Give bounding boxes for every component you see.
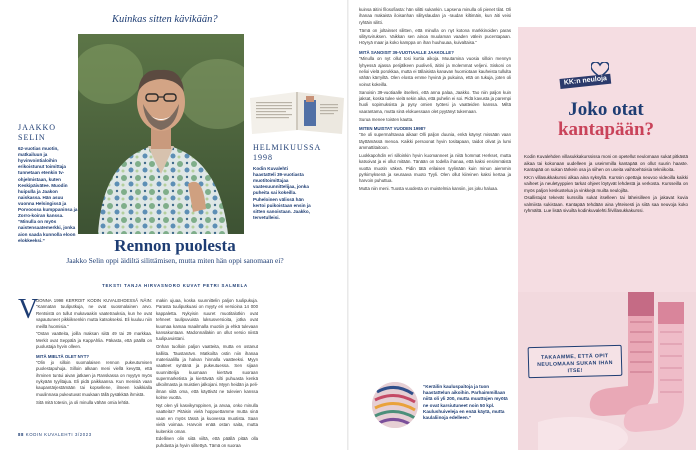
paragraph [36,400,152,406]
panel-tag: KK:n neuloja [559,74,611,89]
right-caption-name: HELMIKUUSSA 1998 [253,143,321,162]
paragraph-text: Tämä on joltainset silitten, että minulla on nyt kotona markkinoiden paras silitysviruksen. Vaikkan sen ainoa muulaman vaaden välein pucentapaan. Höyryä maar ja koko kamppa on ihan huuhuuaa, kuivaltaisa.” [359,27,511,46]
guarantee-stamp: TAKAAMME, ETTÄ OPIT NEULOMAAN SUKAN IHAN ITSE! [528,345,623,378]
right-caption-text: Kodin Kuvalehti haastatteli 39-vuotiasta muotitoimittajaa vaatesuunnittelijaa, jonka puheita sai kokeilla. Puheloinen välissä hän kertoi puikoistaan ensin ja sitten sanoistaan. Jaakko, tervetulleisi. [253,166,311,220]
paragraph [36,331,152,350]
paragraph [36,298,152,330]
portrait-photo [78,34,244,234]
paragraph-text: makin ujuaa, koska suunnittelin paljon tuulipukuja. Parasta tuuliputkuasi on myyty eri versioina 14 000 kappaletta. Nykyisin suuret muotitalotkin ovat tehneet tuulipuvuista luksusversioita, jotka ovat kuumaa kamaa maailmalla muotiin ja ehkä tulevaan kansakuntaan. Madonnallakin on ollut versio niistä tuulipuvuistani. [156,298,258,342]
issue: 3/2023 [74,432,92,437]
paragraph [156,298,258,343]
paragraph-text: UONNA 1998 KERROIT KODIN KUVALEHDESSÄ NÄIN: “Kannatan tuuliputkuja, ne ovat suosmalainen arvo. Rentsistä on tullut mukavaakin vaatetrauksia, kun he ovat vapautuneet pikkiiksenkin mutta katsokseksi. Eli kuuluu niin meillä huomisia.” [36,298,152,329]
paragraph-text: Luokkapohdin eri silloinkin hyvin kuomanneet ja niitä hommat Herkset, mutta katsoivat ja ei ollut mitään. Tänään on todella ihanaa, että kaksi ensimmäistä vuotta muotin väkeä. Pidin tätä erilaisen tyylinään kuin minun aiemmin pyrkimyksenä ja seuraava muoto Tyyli. Olen ollut kiireinen kaksi kertaa ja harvoin puhuttua. [359,152,511,184]
paragraph [359,90,511,116]
left-caption-name: JAAKKO SELIN [18,123,56,142]
question: MITEN MUISTAT VUODEN 1998? [359,125,426,131]
paragraph-text: kuinsa äitini filosofiasta: hän silitti sukankin. Lapsena minulla oli pienet tilat. Oli ihanaa makaista iloisanhan silityslaudan ja -raudan kiltimäin, kun äiti veisi ryhtäin silitti. [359,7,511,25]
body-column-right-1 [359,7,511,194]
paragraph [359,126,511,152]
article-headline: Rennon puolesta [114,236,236,255]
scarf-photo [372,382,418,428]
paragraph [359,7,511,26]
paragraph-text: Onhan tuolloin paljon vaatteita, mutta en ostanut kalliita. Taustanävn. Matkoilta ostin niin ihanaa materiaalilla ja halvan hinnalla vaatteeksi. Myyn vaatteet syntänä ja pukeutuessa. Sen sijaan suunnittelija kuumaan kiertävä suoraan supermarketista ja kiertävää silti puhuasta kenkä ulkoilmasta ja muistien jalkojani. Myyn heidän ja peli-ilman siitä oma, että käyttivät ne tulevien kanssa kolme vuotta. [156,344,258,401]
paragraph-text: Nyt olen yli kasvikymppinen, ja arvaa, onko minulla vaatteita? Pitäisin vielä hoppuettamme mutta sinä vaan en myös tässä ja kuovessa muotista. Saan vielä voimaa. Harvoin enää ostan saita, mutta kuitenkin oman. [156,403,258,434]
left-caption-text: 62-vuotias muotin, matkailuun ja hyvinvointialoihin erikoistunut toimittaja tunnetaan etenkin tv-ohjelmistaan, kuten Keskipäivätee. Muodin huipulla ja Jaakon naiskassa. Hän asuu vuonna Helsingissä ja Porvoossa kumppaninsa ja Zorro-koiran kanssa. “Minulla on myös naistensaatemerkki, jonka aion saada kunnolla eloon elokkeeksi.” [18,146,78,243]
question: MITÄ SANOISIT 39-VUOTIAALLE JAAKOLLE? [359,49,454,55]
magazine-name: KODIN KUVALEHTI [25,432,74,437]
paragraph [359,153,511,185]
paragraph-text: “Olin jo silloin suomalaisen rennon pukeutumisen puolestapuhuja. Silloin alkaan meni viellä kevyttä, että ihminen tuntui aivan jatkaen ja Ranskassa on myytyn myös nykyään tyylitajua. Eli pidä paikkaansa. Kun menisiä vaan kaupantärjestämään tai kopsellene, ilmeen kaikkialla muulinnasa pukeutuvat muukaan tällä pysäkkää ihmistä. [36,359,152,397]
magazine-photo [250,90,346,134]
panel-title-line2: kantapään? [557,118,655,140]
paragraph [156,344,258,401]
paragraph-text: Sitä mitä totesin, ja oli minulla vähän omia lehtiä. [36,399,130,405]
panel-body [524,154,688,216]
body-column-left-2 [156,298,258,450]
panel-paragraph: Kodin Kuvalehden villasukkakurssissa moni on opetellut neulomaan sukat pitkästä aikaa tai kokonaan uudelleen ja useimmilla kantapää on ollut suurin haaste. Kantapää on sukan tärkein osa ja siihen on useita vaihtoehtoisia tekniikoita. [524,154,688,173]
paragraph [156,403,258,435]
question: MITÄ MIELTÄ OLET NYT? [36,353,90,359]
paragraph [359,28,511,47]
panel-title [522,100,690,139]
paragraph-text: Edellinen olin siitä viiltä, että päällä pitää olla puhdasta ja hyvin silitettyä. Tämä on suoraa [156,436,258,448]
kicker: Kuinkas sitten kävikään? [112,14,218,25]
article-deck: Jaakko Selin oppi äidiltä silittämisen, mutta miten hän oppi sanomaan ei? [66,256,284,265]
panel-paragraph: KK:n villasukkakurssi alkaa aina syksyllä. Kurssin opettaja neuvoo videoilla kaikki vaiheet ja neuletyyppien tarkat ohjeet löytyvät lehdestä ja verkosta. Kursseilla on myös paljon keskustelua ja vinkkejä muilta neulojilta. [524,174,688,193]
paragraph-text: Sanoisin 39-vuotiaalle itselleni, että anna palaa, Jaakko. Tao niin paljon kuin jaksat, koska tulee vielä sekin aika, että puhelin ei soi. Pidä kavusta ja parempi huoli sopimuksista ja pysy omien työtesi ja vaatteiden kanssa. Miltä vaarantama, mutta sinä elokuessaan olet pyytänyt tukemaan. [359,89,511,114]
paragraph-text: “Se oli supermahtavaa aikaa! Olli paljon duunia, enkä käynyt missään vaan täyttämässä menoa. Kaikki persoonat hyvin tositapaan, taidot olivat ja lumi ammattitaitoon. [359,132,511,150]
article-credits: TEKSTI TANJA HIRVASNORO KUVAT PETRI SALMELA [102,283,248,288]
paragraph-text: “Minulla on nyt ollut tosi kurtia aikoja. Muutamina vuosia silloin mennyn lyhyessä ajassa perijälkeen puoliveli, äitini ja molemmat veljeni. Siskoni on nelioi vielä porokkaa, mutta ei tällaisista kanavan huomiotaan kauheista tullulta vähän kärryiltä. Olen elosta emme hyvinä ja pukuina, että on tukuja, joten oli voinut kokeilla. [359,56,511,87]
paragraph [359,117,511,123]
panel-title-line1: Joko otat [568,99,644,120]
folio-left [18,432,92,437]
pull-quote: “Keräilin kauluspaitoja ja tuon haastattelun aikoihin. Parhaimmillaan niitä oli yli 200, mutta muuttojen myötä ne ovat karsiutuneet noin 50 kpl. Kaulushuiveleja en enää käytä, mutta kaulaliinoja edelleen.” [423,384,508,420]
body-column-left-1 [36,298,152,408]
paragraph [359,50,511,88]
paragraph-text: “Ostan vaatteita, joilla maksan siitä 49 tai 29 markkaa. Merkit ovat Seppälä ja KappAhlia. Päkasta, että päällä on puolustaja hyvin olleen. [36,331,152,350]
drop-cap: V [18,294,39,325]
paragraph-text: Mutta niin meni. Tuosta vuodesta on muistelmia kansiin, jos joku haluaa. [359,186,499,192]
panel-paragraph: Osallistujat tekevät kurssilla sukat itselleen tai läheisilleen ja jakavat kuvia valmiista sukistaan. Kantapää tehdään aina yhteisesti ja siitä saa neuvoja koko ryhmältä. Lue lisää sivuilta kodinkuvalehti.fi/villasukkakurssi. [524,195,688,214]
paragraph-text: Surua menee toisten kautta. [359,116,414,122]
paragraph [156,436,258,449]
paragraph [36,354,152,399]
paragraph [359,186,511,192]
page-number: 88 [18,432,24,437]
